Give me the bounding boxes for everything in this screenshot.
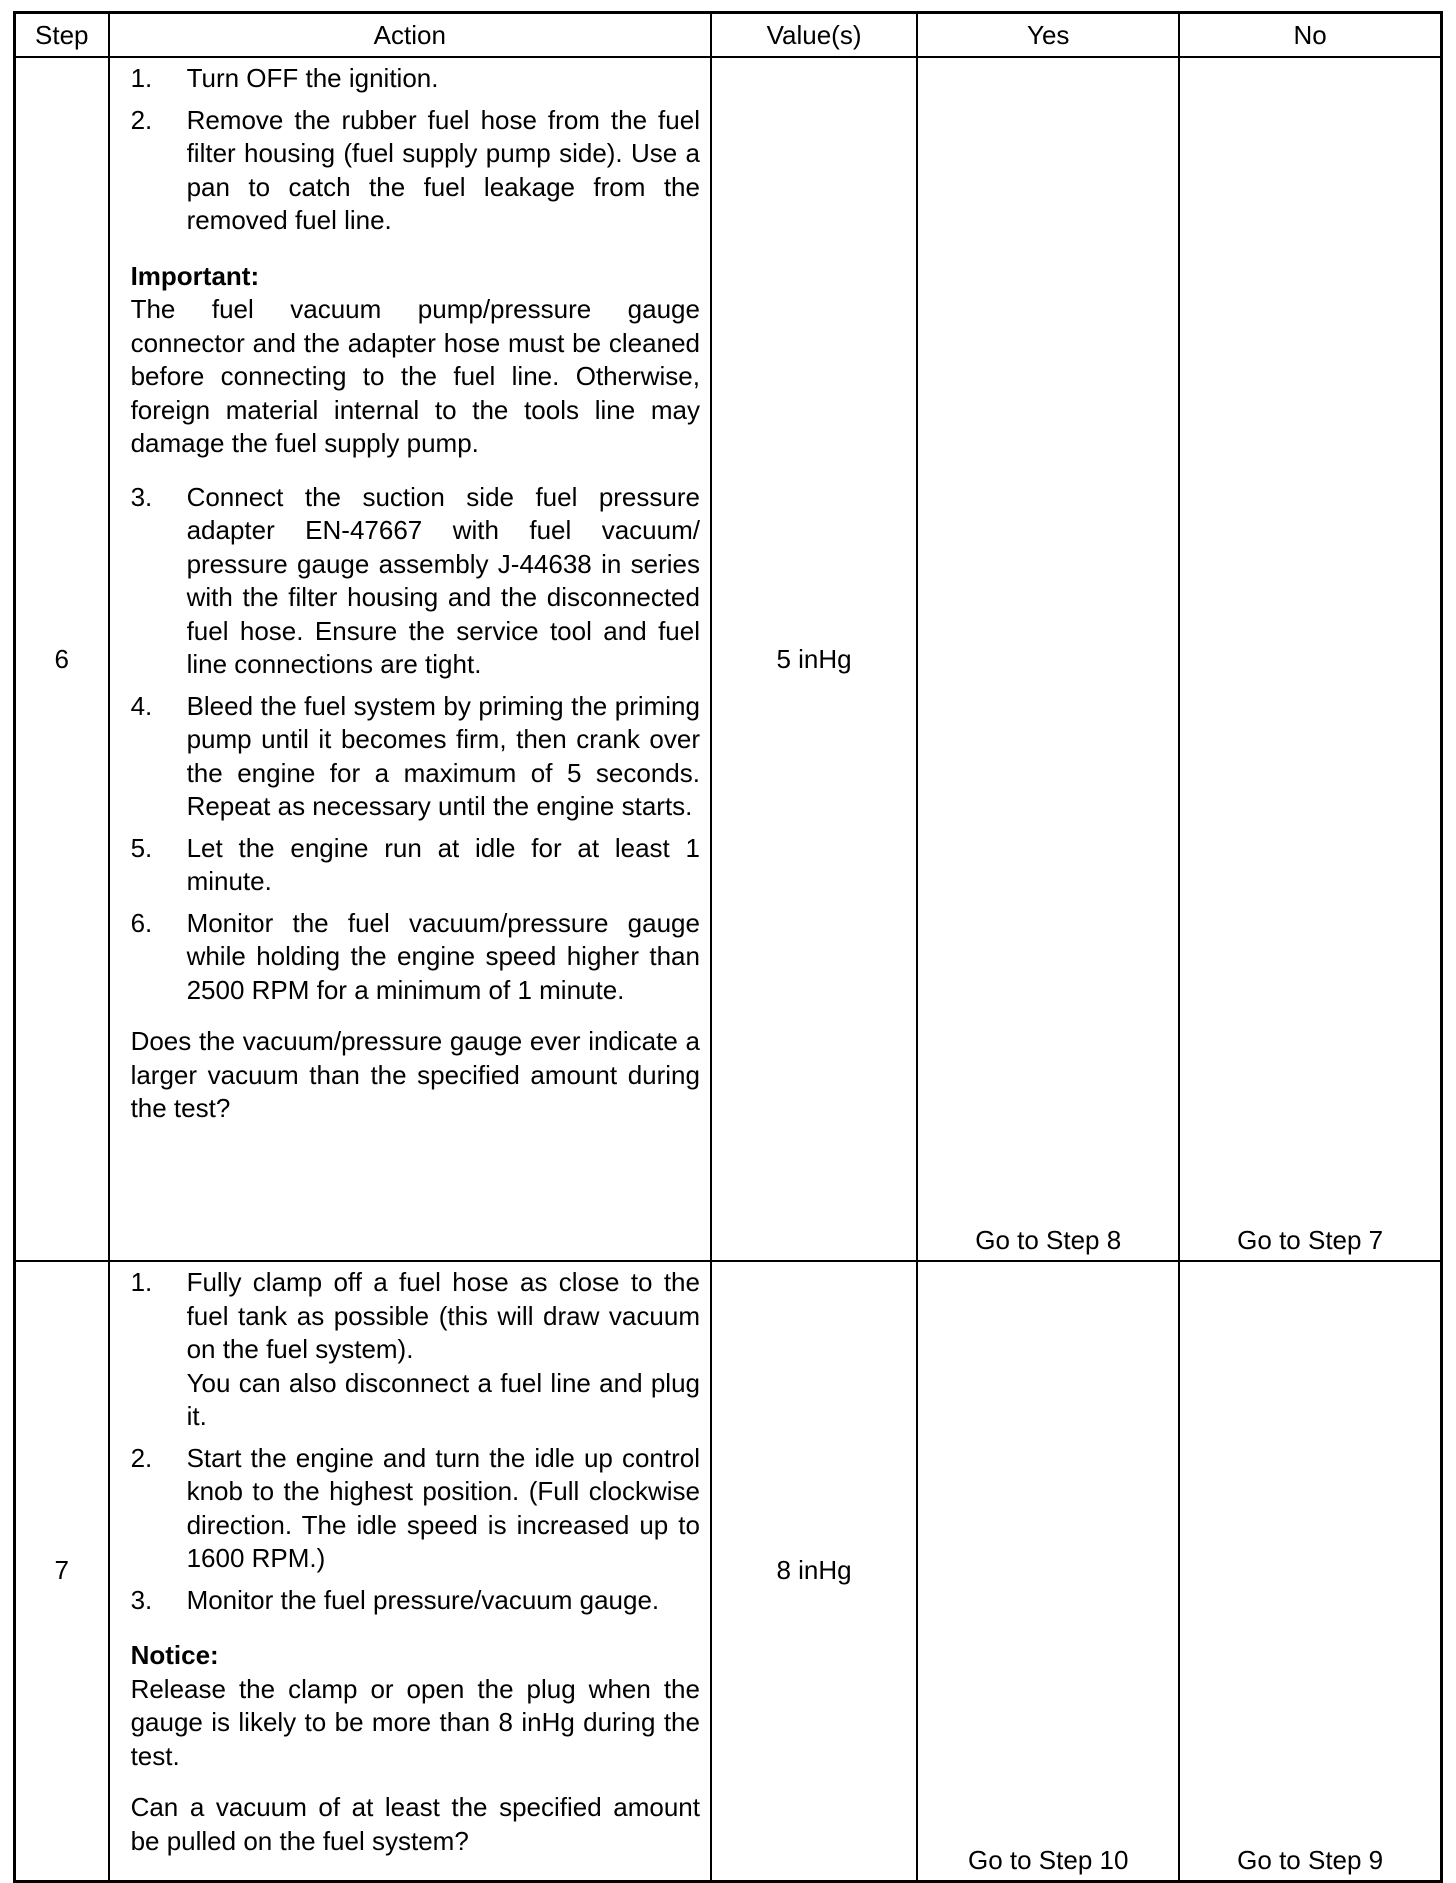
header-step: Step (15, 13, 109, 58)
item-number: 5. (130, 832, 153, 863)
item-text: Bleed the fuel system by priming the priming pump until it becomes firm, then crank over the engine for a maximum of 5 seconds. Repeat as necessary until the engine starts. (186, 690, 700, 821)
list-item (131, 1442, 700, 1576)
item-number: 4. (130, 690, 153, 721)
list-item (131, 62, 700, 96)
item-text: Remove the rubber fuel hose from the fuel filter housing (fuel supply pump side). Use a pan to catch the fuel leakage from the removed fuel line. (186, 104, 700, 235)
list-item (131, 907, 700, 1008)
list-item (131, 1584, 700, 1618)
item-number: 1. (130, 63, 153, 93)
item-text-line: Fully clamp off a fuel hose as close to the fuel tank as possible (this will draw vacuum on the fuel system). (186, 1267, 700, 1364)
action-list (131, 481, 700, 1008)
list-item (131, 104, 700, 238)
action-list (131, 1266, 700, 1617)
value-cell: 5 inHg (711, 57, 917, 1261)
notice-note (131, 1639, 700, 1773)
header-action: Action (109, 13, 711, 58)
item-text: Turn OFF the ignition. (186, 63, 439, 93)
diagnostic-table (13, 11, 1443, 1883)
yes-link[interactable]: Go to Step 10 (917, 1261, 1179, 1881)
action-cell (109, 57, 711, 1261)
note-text: The fuel vacuum pump/pressure gauge connector and the adapter hose must be cleaned before connecting to the fuel line. Otherwise, foreign material internal to the tools line may damage the fuel supply pump. (130, 294, 700, 458)
table-row (15, 1261, 1442, 1881)
no-link[interactable]: Go to Step 9 (1179, 1261, 1441, 1881)
header-no: No (1179, 13, 1441, 58)
table-row (15, 57, 1442, 1261)
item-number: 1. (130, 1267, 153, 1297)
item-number: 2. (130, 1442, 153, 1473)
header-values: Value(s) (711, 13, 917, 58)
list-item (131, 481, 700, 682)
item-text: Connect the suction side fuel pressure adapter EN-47667 with fuel vacuum/ pressure gauge assembly J-44638 in series with the filter housing and the disconnected fuel hose. Ensure the service tool and fuel line connections are tight. (186, 481, 700, 679)
action-cell (109, 1261, 711, 1881)
action-list (131, 62, 700, 238)
value-cell: 8 inHg (711, 1261, 917, 1881)
list-item (131, 690, 700, 824)
list-item (131, 832, 700, 899)
header-yes: Yes (917, 13, 1179, 58)
header-row (15, 13, 1442, 58)
list-item (131, 1266, 700, 1434)
item-text (187, 1266, 700, 1434)
note-text: Release the clamp or open the plug when the gauge is likely to be more than 8 inHg during the test. (130, 1673, 700, 1771)
item-text: Start the engine and turn the idle up control knob to the highest position. (Full clockwise direction. The idle speed is increased up to 1600 RPM.) (186, 1442, 700, 1573)
item-text: Let the engine run at idle for at least 1 minute. (186, 832, 700, 896)
important-note (131, 260, 700, 461)
item-text-line: You can also disconnect a fuel line and plug it. (186, 1367, 700, 1431)
item-number: 6. (130, 907, 153, 938)
step-number: 7 (15, 1261, 109, 1881)
note-title: Important: (130, 260, 260, 291)
step-number: 6 (15, 57, 109, 1261)
yes-link[interactable]: Go to Step 8 (917, 57, 1179, 1261)
item-number: 3. (130, 481, 153, 512)
item-text: Monitor the fuel vacuum/pressure gauge while holding the engine speed higher than 2500 RPM for a minimum of 1 minute. (186, 907, 700, 1005)
no-link[interactable]: Go to Step 7 (1179, 57, 1441, 1261)
note-title: Notice: (130, 1640, 219, 1670)
item-text: Monitor the fuel pressure/vacuum gauge. (186, 1584, 660, 1615)
question-text: Does the vacuum/pressure gauge ever indicate a larger vacuum than the specified amount during the test? (130, 1026, 700, 1123)
item-number: 3. (130, 1584, 153, 1615)
question-text: Can a vacuum of at least the specified amount be pulled on the fuel system? (130, 1792, 700, 1856)
item-number: 2. (130, 104, 153, 135)
